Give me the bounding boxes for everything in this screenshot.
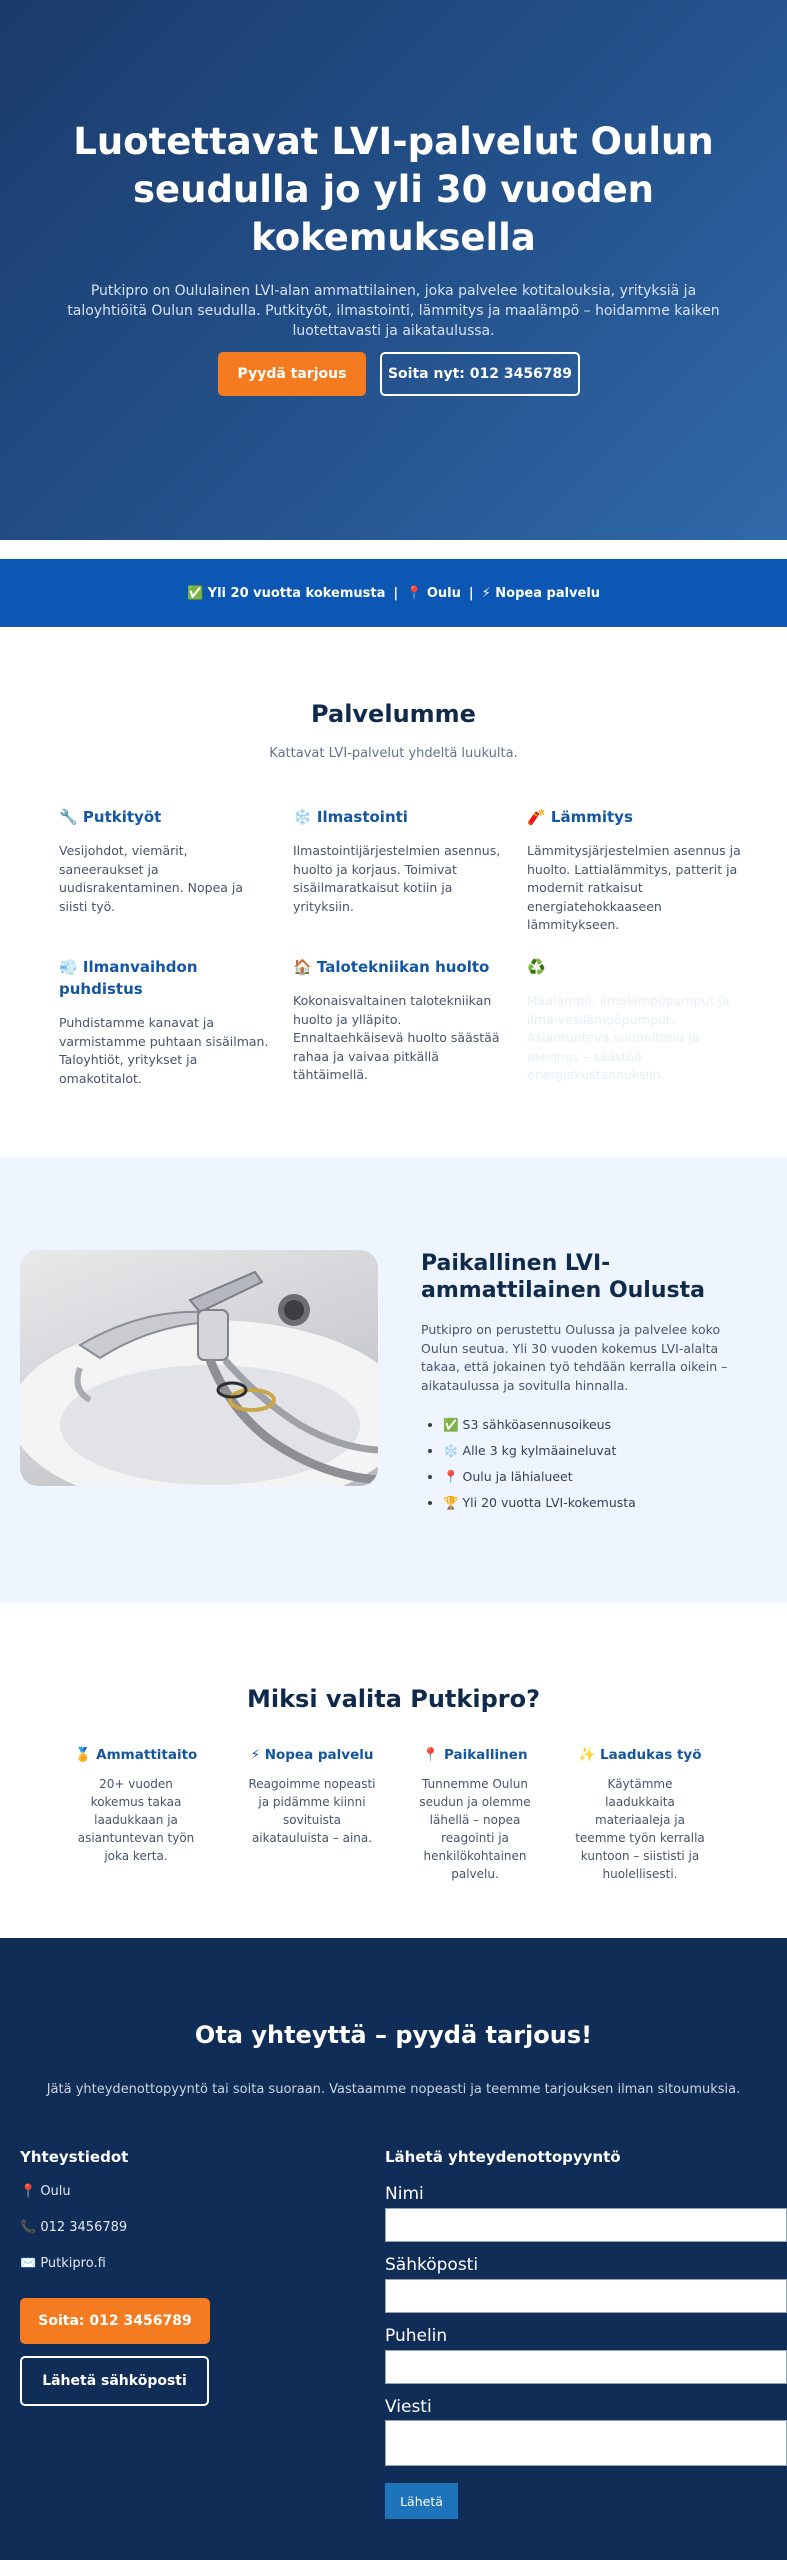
why-card-title-text: Ammattitaito xyxy=(96,1747,198,1763)
house-icon: 🏠 xyxy=(293,958,312,976)
why-card-text: Reagoimme nopeasti ja pidämme kiinni sovituista aikatauluista – aina. xyxy=(248,1777,376,1845)
message-textarea[interactable] xyxy=(385,2420,787,2466)
service-card-duct-cleaning xyxy=(59,956,274,1088)
service-title xyxy=(59,806,274,828)
service-card-ventilation xyxy=(293,806,508,916)
wrench-icon: 🔧 xyxy=(59,808,78,826)
why-card-title xyxy=(247,1745,377,1765)
service-title-text: Lämmitys xyxy=(550,808,633,826)
service-title xyxy=(59,956,274,1000)
trust-separator: | xyxy=(468,585,474,601)
why-card-text: Käytämme laadukkaita materiaaleja ja teemme työn kerralla kuntoon – siististi ja huolellisesti. xyxy=(575,1777,705,1881)
why-card-title-text: Laadukas työ xyxy=(600,1747,702,1763)
service-title xyxy=(527,806,742,828)
local-title: Paikallinen LVI-ammattilainen Oulusta xyxy=(421,1251,705,1303)
service-title xyxy=(293,806,508,828)
send-email-button[interactable]: Lähetä sähköposti xyxy=(20,2356,209,2406)
why-card-title xyxy=(410,1745,540,1765)
why-card-text: 20+ vuoden kokemus takaa laadukkaan ja asiantuntevan työn joka kerta. xyxy=(77,1777,195,1863)
service-card-building-maintenance xyxy=(293,956,508,1085)
local-section xyxy=(0,1157,787,1603)
contact-subtitle: Jätä yhteydenottopyyntö tai soita suoraan. Vastaamme nopeasti ja teemme tarjouksen ilman sitoumuksia. xyxy=(46,2082,741,2097)
lightning-icon: ⚡ xyxy=(250,1747,260,1763)
contact-email[interactable]: ✉️ Putkipro.fi xyxy=(20,2256,106,2271)
medal-icon: 🏅 xyxy=(74,1747,92,1763)
why-card-expertise xyxy=(71,1745,201,1865)
trust-fast-service: ⚡ Nopea palvelu xyxy=(481,585,601,601)
hero-title: Luotettavat LVI-palvelut Oulun seudulla jo yli 30 vuoden kokemuksella xyxy=(73,120,714,259)
why-card-text: Tunnemme Oulun seudun ja olemme lähellä – nopea reagointi ja henkilökohtainen palvelu. xyxy=(419,1777,531,1881)
service-text: Puhdistamme kanavat ja varmistamme puhtaan sisäilman. Taloyhtiöt, yritykset ja omakotitalot. xyxy=(59,1015,269,1086)
why-card-title xyxy=(575,1745,705,1765)
phone-label: Puhelin xyxy=(385,2326,448,2346)
name-input[interactable] xyxy=(385,2208,787,2242)
why-card-title xyxy=(71,1745,201,1765)
trust-location: 📍 Oulu xyxy=(406,585,461,601)
service-title xyxy=(527,956,742,978)
service-text: Lämmitysjärjestelmien asennus ja huolto. Lattialämmitys, patterit ja modernit ratkaisut energiatehokkaaseen lämmitykseen. xyxy=(527,843,741,932)
service-card-heating xyxy=(527,806,742,935)
sparkles-icon: ✨ xyxy=(578,1747,596,1763)
services-subtitle: Kattavat LVI-palvelut yhdeltä luukulta. xyxy=(269,746,518,761)
why-card-title-text: Paikallinen xyxy=(443,1747,528,1763)
recycle-icon: ♻️ xyxy=(527,958,546,976)
service-text: Ilmastointijärjestelmien asennus, huolto ja korjaus. Toimivat sisäilmaratkaisut kotiin ja yrityksiin. xyxy=(293,843,501,914)
message-label: Viesti xyxy=(385,2397,432,2417)
call-now-button[interactable]: Soita nyt: 012 3456789 xyxy=(380,352,580,396)
why-card-title-text: Nopea palvelu xyxy=(264,1747,374,1763)
email-label: Sähköposti xyxy=(385,2255,479,2275)
form-title: Lähetä yhteydenottopyyntö xyxy=(385,2148,621,2166)
why-card-fast-service xyxy=(247,1745,377,1847)
service-title-text: Talotekniikan huolto xyxy=(316,958,490,976)
faucet-photo xyxy=(20,1250,378,1486)
contact-phone[interactable]: 📞 012 3456789 xyxy=(20,2220,128,2235)
quote-button[interactable]: Pyydä tarjous xyxy=(218,352,366,396)
service-card-heat-pumps xyxy=(527,956,742,1085)
pin-icon: 📍 xyxy=(422,1747,440,1763)
list-item: • ✅ S3 sähköasennusoikeus xyxy=(443,1412,763,1438)
why-card-local xyxy=(410,1745,540,1883)
list-item: • 📍 Oulu ja lähialueet xyxy=(443,1464,763,1490)
contact-info-title: Yhteystiedot xyxy=(20,2148,129,2166)
service-title-text: Putkityöt xyxy=(82,808,162,826)
why-title: Miksi valita Putkipro? xyxy=(246,1685,540,1713)
qualification-list xyxy=(443,1412,763,1516)
contact-location: 📍 Oulu xyxy=(20,2184,71,2199)
hero-description: Putkipro on Oululainen LVI-alan ammattilainen, joka palvelee kotitalouksia, yrityksiä ja taloyhtiöitä Oulun seudulla. Putkityöt, ilmastointi, lämmitys ja maalämpö – hoidamme kaiken luotettavasti ja aikataulussa. xyxy=(67,283,720,339)
service-text: Maalämpö, ilmalämpöpumput ja ilma-vesilämpöpumput. Asiantunteva suunnittelu ja asennus – säästöä energiakustannuksiin. xyxy=(527,993,730,1082)
list-item: • 🏆 Yli 20 vuotta LVI-kokemusta xyxy=(443,1490,763,1516)
trust-separator: | xyxy=(393,585,399,601)
local-description: Putkipro on perustettu Oulussa ja palvelee koko Oulun seutua. Yli 30 vuoden kokemus LVI-alalta takaa, että jokainen työ tehdään kerralla oikein – aikataulussa ja sovitulla hinnalla. xyxy=(421,1322,728,1393)
snowflake-icon: ❄️ xyxy=(293,808,312,826)
service-card-plumbing xyxy=(59,806,274,916)
firecracker-icon: 🧨 xyxy=(527,808,546,826)
service-text: Kokonaisvaltainen talotekniikan huolto ja ylläpito. Ennaltaehkäisevä huolto säästää rahaa ja vaivaa pitkällä tähtäimellä. xyxy=(293,993,500,1082)
list-item: • ❄️ Alle 3 kg kylmäaineluvat xyxy=(443,1438,763,1464)
contact-title: Ota yhteyttä – pyydä tarjous! xyxy=(194,2021,593,2049)
call-button[interactable]: Soita: 012 3456789 xyxy=(20,2298,210,2344)
service-title-text: Ilmastointi xyxy=(316,808,408,826)
phone-input[interactable] xyxy=(385,2350,787,2384)
service-title-text: Ilmanvaihdon puhdistus xyxy=(59,958,198,998)
submit-button[interactable]: Lähetä xyxy=(385,2483,458,2519)
contact-section xyxy=(0,1938,787,2560)
hero-section xyxy=(0,0,787,540)
wind-icon: 💨 xyxy=(59,958,78,976)
trust-bar xyxy=(0,559,787,627)
trust-experience: ✅ Yli 20 vuotta kokemusta xyxy=(186,585,386,601)
services-title: Palvelumme xyxy=(311,700,476,728)
name-label: Nimi xyxy=(385,2184,424,2204)
email-input[interactable] xyxy=(385,2279,787,2313)
service-text: Vesijohdot, viemärit, saneeraukset ja uudisrakentaminen. Nopea ja siisti työ. xyxy=(59,843,244,914)
service-title xyxy=(293,956,508,978)
why-card-quality xyxy=(575,1745,705,1883)
